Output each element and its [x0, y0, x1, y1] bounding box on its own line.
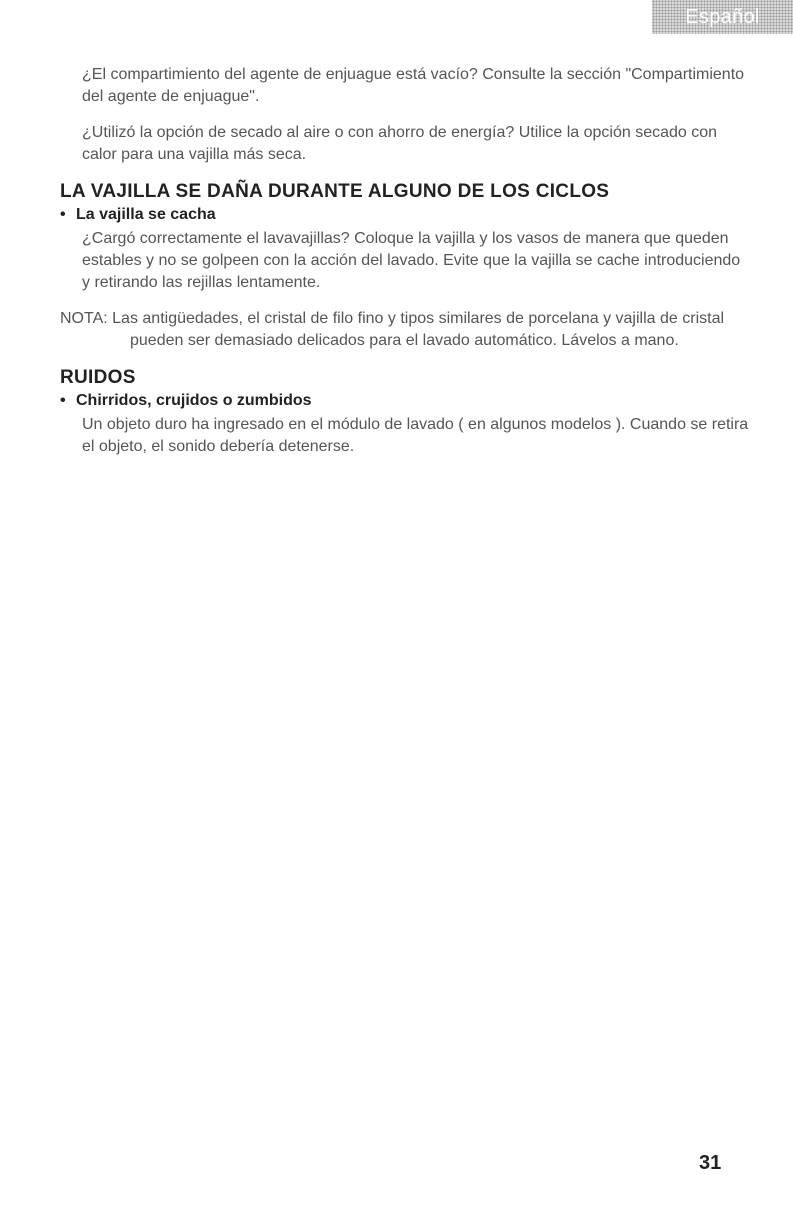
language-tab-label: Español — [685, 5, 760, 28]
note-paragraph: NOTA: Las antigüedades, el cristal de filo fino y tipos similares de porcelana y vajilla de cristal pueden ser demasiado delicados para el lavado automático. Lávelos a mano. — [60, 310, 725, 349]
page-number: 31 — [699, 1152, 722, 1174]
section-heading-noise: RUIDOS — [60, 367, 136, 388]
bullet-icon: • — [60, 206, 66, 223]
language-tab — [652, 0, 793, 34]
paragraph-hard-object: Un objeto duro ha ingresado en el módulo de lavado ( en algunos modelos ). Cuando se retira el objeto, el sonido debería detenerse. — [82, 416, 749, 455]
subheading-chipped — [60, 204, 750, 226]
paragraph-loading: ¿Cargó correctamente el lavavajillas? Coloque la vajilla y los vasos de manera que queden estables y no se golpeen con la acción del lavado. Evite que la vajilla se cache introduciendo y retirando las rejillas lentamente. — [82, 230, 741, 291]
subheading-noises-label: Chirridos, crujidos o zumbidos — [76, 392, 312, 409]
section-heading-damage: LA VAJILLA SE DAÑA DURANTE ALGUNO DE LOS CICLOS — [60, 181, 610, 202]
bullet-icon: • — [60, 392, 66, 409]
subheading-noises — [60, 390, 750, 412]
page-content — [60, 64, 750, 472]
intro-paragraph-drying-option: ¿Utilizó la opción de secado al aire o con ahorro de energía? Utilice la opción secado con calor para una vajilla más seca. — [82, 124, 718, 163]
intro-paragraph-rinse-agent: ¿El compartimiento del agente de enjuague está vacío? Consulte la sección "Compartimiento del agente de enjuague". — [82, 66, 745, 105]
subheading-chipped-label: La vajilla se cacha — [76, 206, 216, 223]
